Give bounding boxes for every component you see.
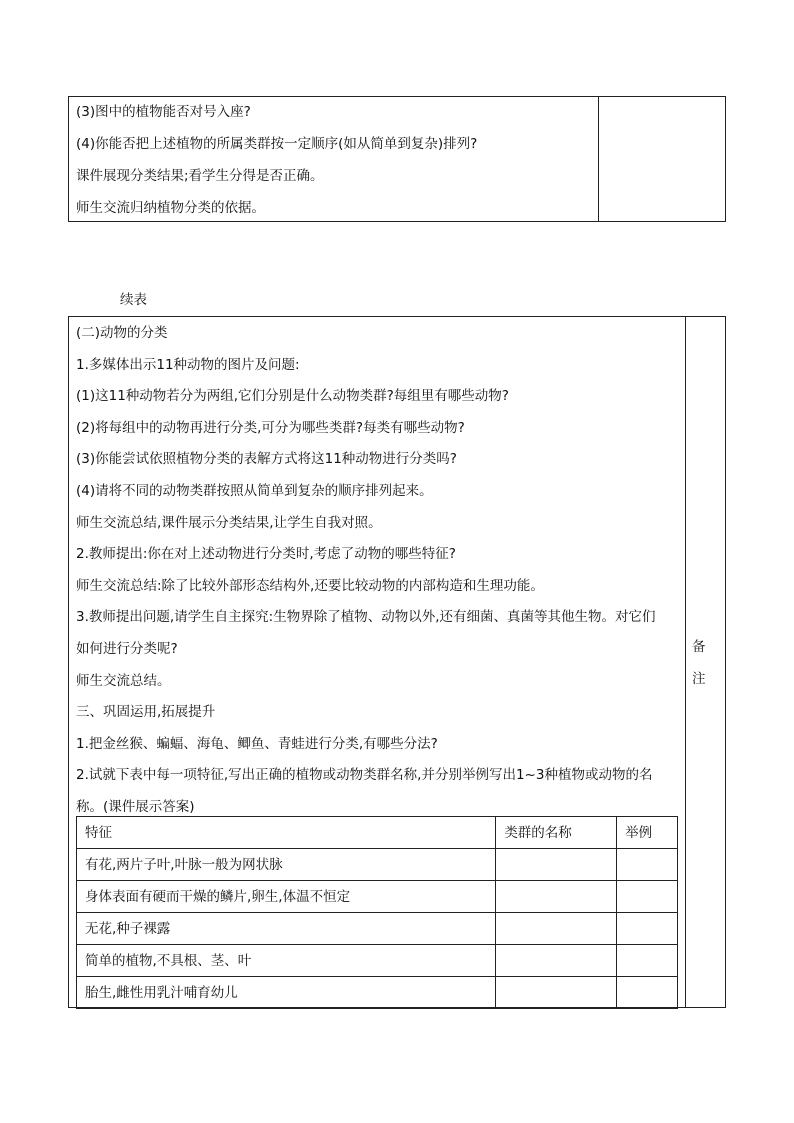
feature-cell: 胎生,雌性用乳汁哺育幼儿 [77, 977, 496, 1009]
content-line: 师生交流总结,课件展示分类结果,让学生自我对照。 [76, 514, 382, 531]
header-feature: 特征 [77, 817, 496, 849]
section-heading: 三、巩固运用,拓展提升 [76, 704, 216, 721]
section-heading: (二)动物的分类 [76, 325, 168, 341]
group-name-cell [496, 913, 617, 945]
continued-label: 续表 [120, 292, 147, 308]
content-line: (4)请将不同的动物类群按照从简单到复杂的顺序排列起来。 [76, 483, 433, 499]
top-line-4: 师生交流归纳植物分类的依据。 [76, 200, 265, 216]
content-line: 师生交流总结:除了比较外部形态结构外,还要比较动物的内部构造和生理功能。 [76, 577, 544, 594]
header-example: 举例 [617, 817, 678, 849]
content-line: 2.教师提出:你在对上述动物进行分类时,考虑了动物的哪些特征? [76, 546, 456, 563]
content-line: (2)将每组中的动物再进行分类,可分为哪些类群?每类有哪些动物? [76, 419, 465, 436]
example-cell [617, 849, 678, 881]
group-name-cell [496, 849, 617, 881]
feature-cell: 无花,种子裸露 [77, 913, 496, 945]
feature-table-header [77, 817, 678, 849]
example-cell [617, 977, 678, 1009]
feature-cell: 身体表面有硬而干燥的鳞片,卵生,体温不恒定 [77, 881, 496, 913]
content-line: (1)这11种动物若分为两组,它们分别是什么动物类群?每组里有哪些动物? [76, 388, 509, 405]
example-cell [617, 881, 678, 913]
feature-table [76, 816, 678, 1009]
feature-cell: 简单的植物,不具根、茎、叶 [77, 945, 496, 977]
content-line: 1.多媒体出示11种动物的图片及问题: [76, 356, 300, 373]
table-row [77, 881, 678, 913]
top-line-1: (3)图中的植物能否对号入座? [76, 104, 251, 120]
content-line: 3.教师提出问题,请学生自主探究:生物界除了植物、动物以外,还有细菌、真菌等其他生物。对它们 [76, 609, 656, 626]
group-name-cell [496, 945, 617, 977]
example-cell [617, 913, 678, 945]
group-name-cell [496, 977, 617, 1009]
feature-cell: 有花,两片子叶,叶脉一般为网状脉 [77, 849, 496, 881]
table-row [77, 945, 678, 977]
content-line: (3)你能尝试依照植物分类的表解方式将这11种动物进行分类吗? [76, 451, 457, 468]
content-line: 1.把金丝猴、蝙蝠、海龟、鲫鱼、青蛙进行分类,有哪些分法? [76, 735, 438, 752]
remarks-char-2: 注 [692, 671, 706, 687]
top-line-2: (4)你能否把上述植物的所属类群按一定顺序(如从简单到复杂)排列? [76, 136, 478, 152]
table-row [77, 913, 678, 945]
group-name-cell [496, 881, 617, 913]
table-row [77, 977, 678, 1009]
header-group-name: 类群的名称 [496, 817, 617, 849]
top-line-3: 课件展现分类结果;看学生分得是否正确。 [76, 168, 324, 184]
content-line: 2.试就下表中每一项特征,写出正确的植物或动物类群名称,并分别举例写出1~3种植物或动物的名 [76, 767, 653, 784]
top-table-divider [598, 96, 599, 222]
remarks-char-1: 备 [692, 639, 706, 655]
example-cell [617, 945, 678, 977]
table-row [77, 849, 678, 881]
content-line: 如何进行分类呢? [76, 641, 178, 657]
main-table-divider [685, 316, 686, 1008]
content-line: 称。(课件展示答案) [76, 799, 195, 815]
content-line: 师生交流总结。 [76, 672, 171, 689]
